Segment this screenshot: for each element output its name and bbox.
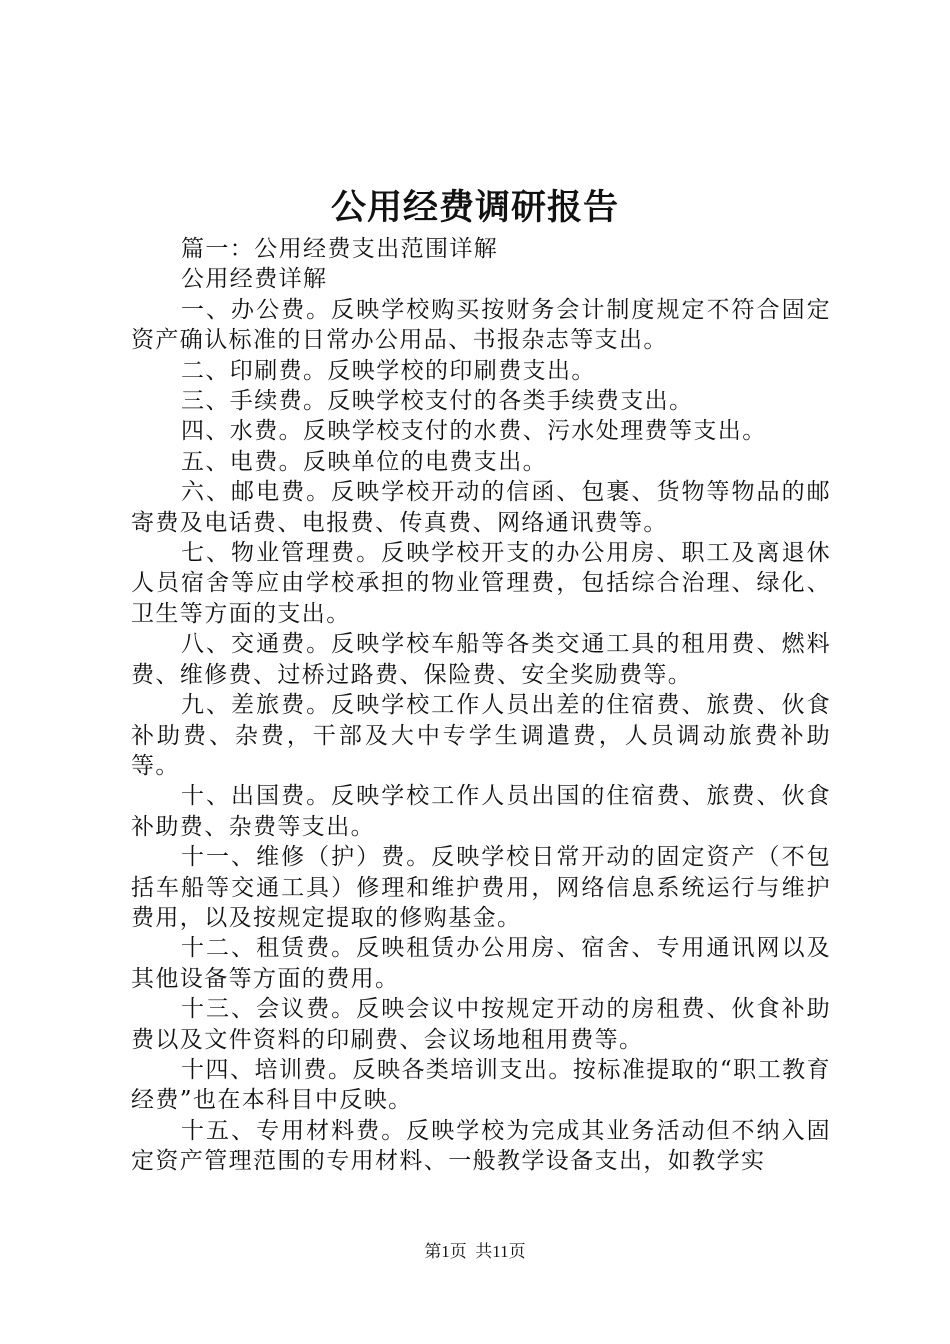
page-footer: [0, 1241, 950, 1263]
paragraph-item-7: 七、物业管理费。反映学校开支的办公用房、职工及离退休人员宿舍等应由学校承担的物业管理费，包括综合治理、绿化、卫生等方面的支出。: [131, 540, 831, 627]
paragraph-item-11: 十一、维修（护）费。反映学校日常开动的固定资产（不包括车船等交通工具）修理和维护费用，网络信息系统运行与维护费用，以及按规定提取的修购基金。: [131, 844, 831, 931]
paragraph-item-12: 十二、租赁费。反映租赁办公用房、宿舍、专用通讯网以及其他设备等方面的费用。: [131, 935, 831, 992]
paragraph-item-8: 八、交通费。反映学校车船等各类交通工具的租用费、燃料费、维修费、过桥过路费、保险费、安全奖励费等。: [131, 631, 831, 688]
paragraph-item-9: 九、差旅费。反映学校工作人员出差的住宿费、旅费、伙食补助费、杂费，干部及大中专学生调遣费，人员调动旅费补助等。: [131, 692, 831, 779]
paragraph-item-13: 十三、会议费。反映会议中按规定开动的房租费、伙食补助费以及文件资料的印刷费、会议场地租用费等。: [131, 996, 831, 1053]
paragraph-item-1: 一、办公费。反映学校购买按财务会计制度规定不符合固定资产确认标准的日常办公用品、书报杂志等支出。: [131, 296, 831, 354]
paragraph-item-5: 五、电费。反映单位的电费支出。: [181, 448, 547, 475]
paragraph-section-heading: 篇一：公用经费支出范围详解: [181, 236, 499, 262]
paragraph-item-15: 十五、专用材料费。反映学校为完成其业务活动但不纳入固定资产管理范围的专用材料、一般教学设备支出，如教学实: [131, 1117, 831, 1175]
paragraph-item-4: 四、水费。反映学校支付的水费、污水处理费等支出。: [181, 418, 767, 445]
paragraph-item-3: 三、手续费。反映学校支付的各类手续费支出。: [181, 388, 694, 415]
paragraph-item-2: 二、印刷费。反映学校的印刷费支出。: [181, 357, 596, 384]
document-body: [131, 234, 831, 1177]
paragraph-item-6: 六、邮电费。反映学校开动的信函、包裹、货物等物品的邮寄费及电话费、电报费、传真费、网络通讯费等。: [131, 479, 831, 536]
paragraph-subheading: 公用经费详解: [181, 266, 328, 293]
document-title: 公用经费调研报告: [330, 187, 619, 228]
paragraph-item-14: 十四、培训费。反映各类培训支出。按标准提取的“职工教育经费”也在本科目中反映。: [131, 1056, 831, 1114]
paragraph-item-10: 十、出国费。反映学校工作人员出国的住宿费、旅费、伙食补助费、杂费等支出。: [131, 783, 831, 840]
page-number-label: 第1页 共11页: [424, 1242, 526, 1261]
